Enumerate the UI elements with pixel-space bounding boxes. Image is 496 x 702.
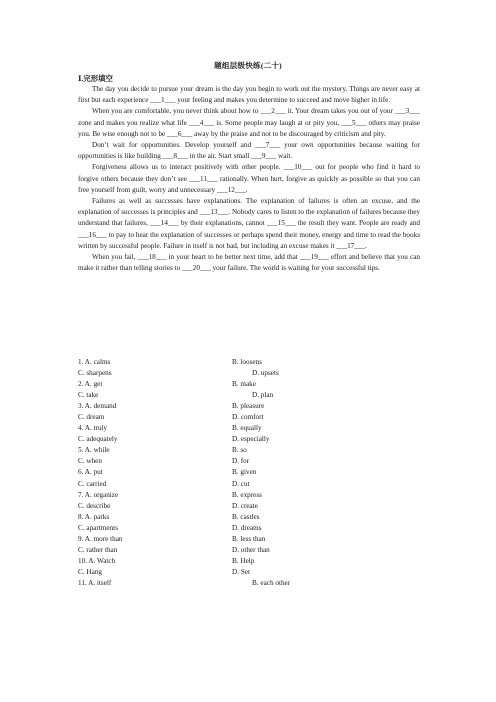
option-choice: B. equally (232, 424, 262, 433)
option-choice: 1. A. calms (78, 358, 111, 366)
option-row (78, 434, 420, 445)
option-row (78, 423, 420, 434)
option-choice: C. rather than (78, 545, 118, 554)
option-choice: B. each other (252, 578, 291, 587)
option-choice: B. less than (232, 534, 266, 543)
option-choice: D. especially (232, 435, 270, 444)
option-choice: B. castles (232, 512, 260, 521)
option-choice: C. apartments (78, 523, 118, 532)
option-row (78, 379, 420, 390)
option-choice: C. carried (78, 479, 107, 488)
option-choice: 9. A. more than (78, 534, 123, 543)
passage-paragraph: Failures as well as successes have explanations. The explanation of failures is often an excuse, and the explanation of successes is principles and ___13___. Nobody cares to listen to the explanation of failures because they understand that failures, ___14___ by their explanations, cannot ___15___ the result they want. People are ready and ___16___ to pay to hear the explanation of successes or perhaps spend their money, energy and time to read the books written by successful people. Failure in itself is not bad, but including an excuse makes it ___17___. (78, 197, 420, 250)
option-choice: B. Help (232, 556, 255, 565)
option-row (78, 479, 420, 490)
page-title: 题组层级快练(二十) (214, 61, 282, 70)
option-choice: 8. A. parks (78, 512, 110, 521)
option-choice: B. express (232, 490, 262, 499)
option-choice: C. sharpens (78, 369, 112, 378)
option-choice: B. so (232, 446, 247, 455)
option-row (78, 401, 420, 412)
option-row (78, 368, 420, 379)
passage-paragraph: When you are comfortable, you never think about how to ___2___ it. Your dream takes you out of your ___3___ zone and makes you realize what life ___4___ is. Some people may laugh at or pity you, ___5___ others may praise you. Be wise enough not to be ___6___ away by the praise and not to be discouraged by criticism and pity. (78, 107, 420, 138)
option-choice: D. for (232, 457, 250, 466)
option-row (78, 523, 420, 534)
option-choice: D. upsets (252, 369, 279, 378)
option-row (78, 545, 420, 556)
option-choice: 3. A. demand (78, 402, 117, 411)
answer-options (78, 357, 420, 589)
option-choice: 2. A. get (78, 380, 103, 389)
option-choice: D. other than (232, 545, 270, 554)
option-choice: D. plan (252, 391, 274, 400)
option-choice: 7. A. organize (78, 490, 119, 499)
option-choice: D. create (232, 501, 258, 510)
cloze-passage (78, 84, 420, 274)
option-choice: 6. A. put (78, 468, 103, 477)
option-choice: D. cut (232, 479, 250, 488)
option-choice: C. adequately (78, 435, 118, 444)
passage-paragraph: The day you decide to pursue your dream is the day you begin to work out the mystery. Things are never easy at first but each experience ___1___ your feeling and makes you determine to succeed and move higher in life. (78, 85, 420, 105)
option-row (78, 567, 420, 578)
option-choice: 10. A. Watch (78, 556, 116, 565)
option-row (78, 556, 420, 567)
option-choice: D. dreams (232, 523, 262, 532)
passage-paragraph: Don’t wait for opportunities. Develop yourself and ___7___ your own opportunities because waiting for opportunities is like building ___8___ in the air. Start small ___9___ wait. (78, 141, 420, 161)
option-choice: 5. A. while (78, 446, 110, 455)
passage-paragraph: Forgiveness allows us to interact positively with other people. ___10___ out for people who find it hard to forgive others because they don’t see ___11___ rationally. When hurt, forgive as quickly as possible so that you can free yourself from guilt, worry and unnecessary ___12___. (78, 163, 420, 194)
option-row (78, 357, 420, 368)
option-row (78, 578, 420, 589)
option-choice: 4. A. truly (78, 424, 108, 433)
option-choice: B. pleasure (232, 402, 265, 411)
option-row (78, 456, 420, 467)
option-choice: B. make (232, 380, 256, 389)
section-heading: Ⅰ.完形填空 (78, 74, 113, 83)
option-choice: C. Hang (78, 567, 102, 576)
option-choice: B. given (232, 468, 257, 477)
passage-paragraph: When you fail, ___18___ in your heart to be better next time, add that ___19___ effort and believe that you can make it rather than telling stories to ___20___ your failure. The world is waiting for your successful tips. (78, 253, 420, 273)
option-row (78, 412, 420, 423)
option-choice: C. describe (78, 501, 111, 510)
option-choice: B. loosens (232, 358, 262, 366)
option-choice: D. comfort (232, 413, 264, 422)
option-choice: C. when (78, 457, 102, 466)
option-choice: C. take (78, 391, 99, 400)
option-row (78, 490, 420, 501)
option-row (78, 390, 420, 401)
option-row (78, 534, 420, 545)
option-row (78, 501, 420, 512)
option-row (78, 512, 420, 523)
option-row (78, 445, 420, 456)
option-choice: D. Set (232, 567, 250, 576)
option-choice: C. dream (78, 413, 105, 422)
option-row (78, 467, 420, 478)
option-choice: 11. A. itself (78, 578, 112, 587)
